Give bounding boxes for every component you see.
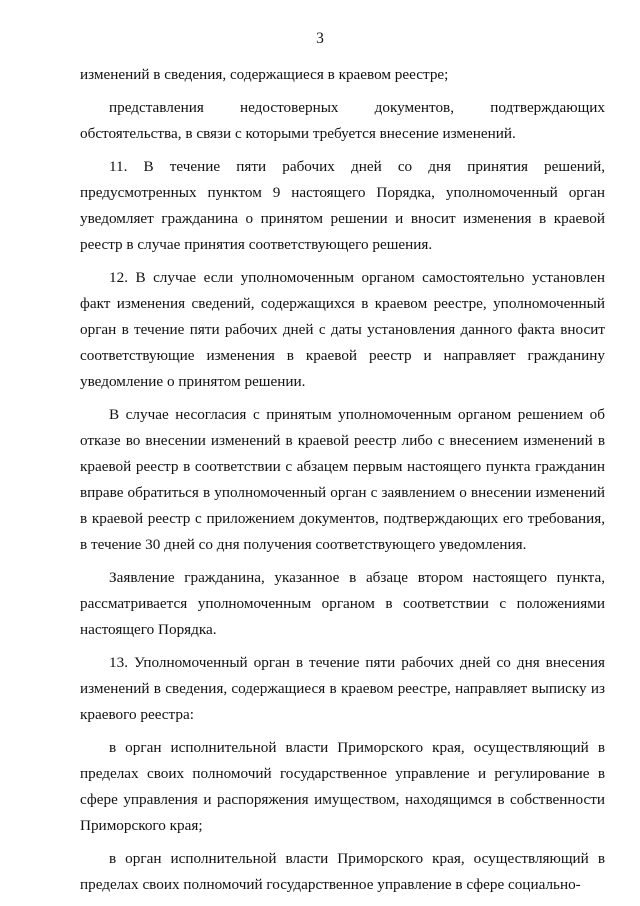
paragraph-1: изменений в сведения, содержащиеся в краевом реестре; [80, 66, 449, 83]
paragraph-9: в орган исполнительной власти Приморского края, осуществляющий в пределах своих полномочий государственное управление в сфере социально- [80, 850, 605, 893]
paragraph-8: в орган исполнительной власти Приморского края, осуществляющий в пределах своих полномочий государственное управление и регулирование в сфере управления и распоряжения имуществом, находящимся в собственности Приморского края; [80, 739, 605, 834]
paragraph-3: 11. В течение пяти рабочих дней со дня принятия решений, предусмотренных пунктом 9 настоящего Порядка, уполномоченный орган уведомляет гражданина о принятом решении и вносит изменения в краевой реестр в случае принятия соответствующего решения. [80, 158, 605, 253]
paragraph-6: Заявление гражданина, указанное в абзаце втором настоящего пункта, рассматривается уполномоченным органом в соответствии с положениями настоящего Порядка. [80, 569, 605, 638]
paragraph-4: 12. В случае если уполномоченным органом самостоятельно установлен факт изменения сведений, содержащихся в краевом реестре, уполномоченный орган в течение пяти рабочих дней с даты установления данного факта вносит соответствующие изменения в краевой реестр и направляет гражданину уведомление о принятом решении. [80, 269, 605, 390]
paragraph-5: В случае несогласия с принятым уполномоченным органом решением об отказе во внесении изменений в краевой реестр либо с внесением изменений в краевой реестр в соответствии с абзацем первым настоящего пункта гражданин вправе обратиться в уполномоченный орган с заявлением о внесении изменений в краевой реестр с приложением документов, подтверждающих его требования, в течение 30 дней со дня получения соответствующего уведомления. [80, 406, 605, 553]
page-number: 3 [316, 30, 324, 47]
paragraph-2: представления недостоверных документов, подтверждающих обстоятельства, в связи с которыми требуется внесение изменений. [80, 99, 605, 142]
document-body [80, 62, 605, 904]
paragraph-7: 13. Уполномоченный орган в течение пяти рабочих дней со дня внесения изменений в сведения, содержащиеся в краевом реестре, направляет выписку из краевого реестра: [80, 654, 605, 723]
